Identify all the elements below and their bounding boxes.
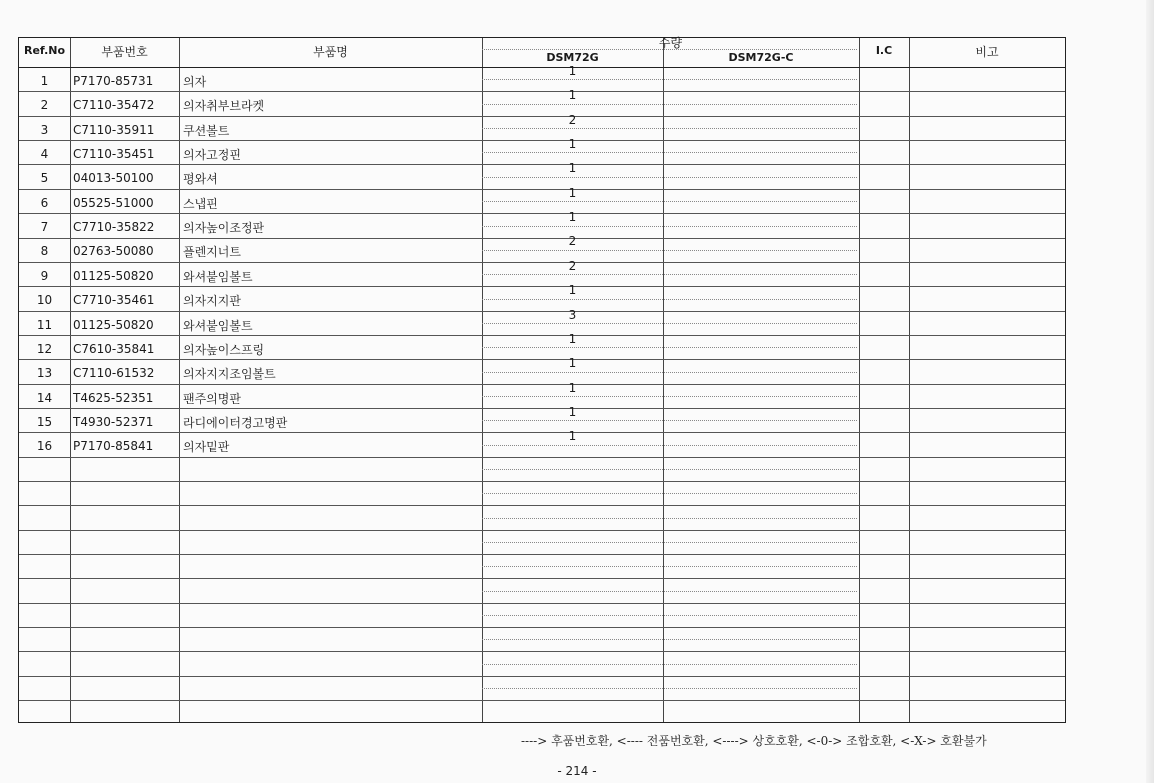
qty-subline (482, 445, 857, 446)
part-number-cell: 05525-51000 (73, 195, 154, 210)
qty-subline (482, 615, 857, 616)
qty-subline (482, 323, 857, 324)
header-part-number: 부품번호 (101, 45, 148, 59)
qty-dsm72g-cell: 1 (568, 210, 577, 225)
row-divider (19, 700, 1065, 701)
scan-edge (1146, 0, 1154, 783)
row-divider (19, 457, 1065, 458)
row-divider (19, 481, 1065, 482)
qty-subline (482, 420, 857, 421)
part-number-cell: 01125-50820 (73, 317, 154, 332)
qty-subline (482, 250, 857, 251)
row-divider (19, 554, 1065, 555)
qty-subline (482, 542, 857, 543)
part-number-cell: T4625-52351 (73, 390, 154, 405)
header-quantity: 수량 (658, 36, 683, 50)
qty-subline (482, 493, 857, 494)
qty-dsm72g-cell: 1 (568, 429, 577, 444)
ref-no-cell: 13 (36, 366, 53, 381)
header-model-dsm72g-c: DSM72G-C (728, 51, 794, 64)
qty-subline (482, 688, 857, 689)
ref-no-cell: 7 (40, 220, 49, 235)
page-number: - 214 - (557, 764, 597, 778)
qty-subline (482, 299, 857, 300)
qty-subline (482, 79, 857, 80)
part-name-cell: 팬주의명판 (183, 391, 241, 406)
header-remarks: 비고 (975, 45, 999, 59)
qty-subline (482, 152, 857, 153)
qty-dsm72g-cell: 1 (568, 88, 577, 103)
qty-subline (482, 226, 857, 227)
qty-dsm72g-cell: 1 (568, 404, 577, 419)
row-divider (19, 627, 1065, 628)
part-name-cell: 스냅핀 (183, 196, 218, 211)
qty-subline (482, 518, 857, 519)
part-name-cell: 쿠션볼트 (183, 123, 230, 138)
part-name-cell: 와셔붙임볼트 (183, 269, 253, 284)
part-number-cell: C7610-35841 (73, 341, 155, 356)
interchange-legend: ----> 후품번호환, <---- 전품번호환, <----> 상호호환, <-0-> 조합호환, <-X-> 호환불가 (521, 734, 987, 748)
qty-subline (482, 128, 857, 129)
part-name-cell: 의자높이조정판 (183, 221, 265, 236)
ref-no-cell: 1 (40, 74, 49, 88)
part-name-cell: 평와셔 (183, 172, 218, 187)
header-ref-no: Ref.No (23, 44, 66, 57)
part-name-cell: 의자 (183, 75, 207, 89)
ref-no-cell: 5 (40, 171, 49, 186)
ref-no-cell: 3 (40, 122, 49, 137)
qty-dsm72g-cell: 2 (568, 234, 577, 249)
qty-subline (482, 201, 857, 202)
part-number-cell: P7170-85731 (73, 74, 154, 88)
part-number-cell: 02763-50080 (73, 244, 154, 259)
part-name-cell: 의자밑판 (183, 440, 230, 455)
part-name-cell: 플렌지너트 (183, 245, 241, 260)
qty-dsm72g-cell: 1 (568, 137, 577, 152)
qty-subline (482, 664, 857, 665)
row-divider (19, 578, 1065, 579)
ref-no-cell: 8 (40, 244, 49, 259)
qty-subline (482, 469, 857, 470)
header-model-dsm72g: DSM72G (546, 51, 599, 64)
ref-no-cell: 12 (36, 341, 53, 356)
qty-subline (482, 177, 857, 178)
row-divider (19, 505, 1065, 506)
qty-dsm72g-cell: 1 (568, 356, 577, 371)
ref-no-cell: 6 (40, 195, 49, 210)
header-ic: I.C (875, 44, 893, 57)
row-divider (19, 676, 1065, 677)
header-part-name: 부품명 (313, 45, 348, 59)
qty-subline (482, 347, 857, 348)
qty-subline (482, 591, 857, 592)
part-number-cell: C7110-61532 (73, 366, 155, 381)
part-number-cell: 01125-50820 (73, 268, 154, 283)
qty-subline (482, 104, 857, 105)
part-name-cell: 와셔붙임볼트 (183, 318, 253, 333)
ref-no-cell: 11 (36, 317, 53, 332)
ref-no-cell: 9 (40, 268, 49, 283)
qty-subline (482, 566, 857, 567)
part-number-cell: C7110-35911 (73, 122, 155, 137)
part-name-cell: 의자지지조임볼트 (183, 367, 276, 382)
part-number-cell: C7110-35451 (73, 147, 155, 162)
ref-no-cell: 14 (36, 390, 53, 405)
part-name-cell: 의자취부브라켓 (183, 99, 265, 114)
part-number-cell: P7170-85841 (73, 439, 154, 454)
qty-dsm72g-cell: 1 (568, 64, 577, 78)
qty-subline (482, 274, 857, 275)
part-number-cell: C7110-35472 (73, 98, 155, 113)
part-name-cell: 의자지지판 (183, 294, 241, 309)
ref-no-cell: 16 (36, 439, 53, 454)
qty-dsm72g-cell: 1 (568, 161, 577, 176)
ref-no-cell: 4 (40, 147, 49, 162)
qty-dsm72g-cell: 2 (568, 258, 577, 273)
part-name-cell: 의자고정핀 (183, 148, 241, 163)
part-number-cell: 04013-50100 (73, 171, 154, 186)
ref-no-cell: 2 (40, 98, 49, 113)
part-number-cell: C7710-35822 (73, 220, 155, 235)
qty-dsm72g-cell: 3 (568, 307, 577, 322)
part-name-cell: 의자높이스프링 (183, 342, 265, 357)
part-name-cell: 라디에이터경고명판 (183, 415, 288, 430)
row-divider (19, 603, 1065, 604)
parts-table (18, 37, 1066, 723)
row-divider (19, 530, 1065, 531)
ref-no-cell: 10 (36, 293, 53, 308)
qty-subline (482, 639, 857, 640)
row-divider (19, 651, 1065, 652)
qty-dsm72g-cell: 1 (568, 283, 577, 298)
qty-dsm72g-cell: 1 (568, 331, 577, 346)
qty-dsm72g-cell: 2 (568, 112, 577, 127)
part-number-cell: C7710-35461 (73, 293, 155, 308)
qty-subline (482, 396, 857, 397)
qty-dsm72g-cell: 1 (568, 380, 577, 395)
qty-subline (482, 372, 857, 373)
ref-no-cell: 15 (36, 414, 53, 429)
part-number-cell: T4930-52371 (73, 414, 154, 429)
qty-dsm72g-cell: 1 (568, 185, 577, 200)
